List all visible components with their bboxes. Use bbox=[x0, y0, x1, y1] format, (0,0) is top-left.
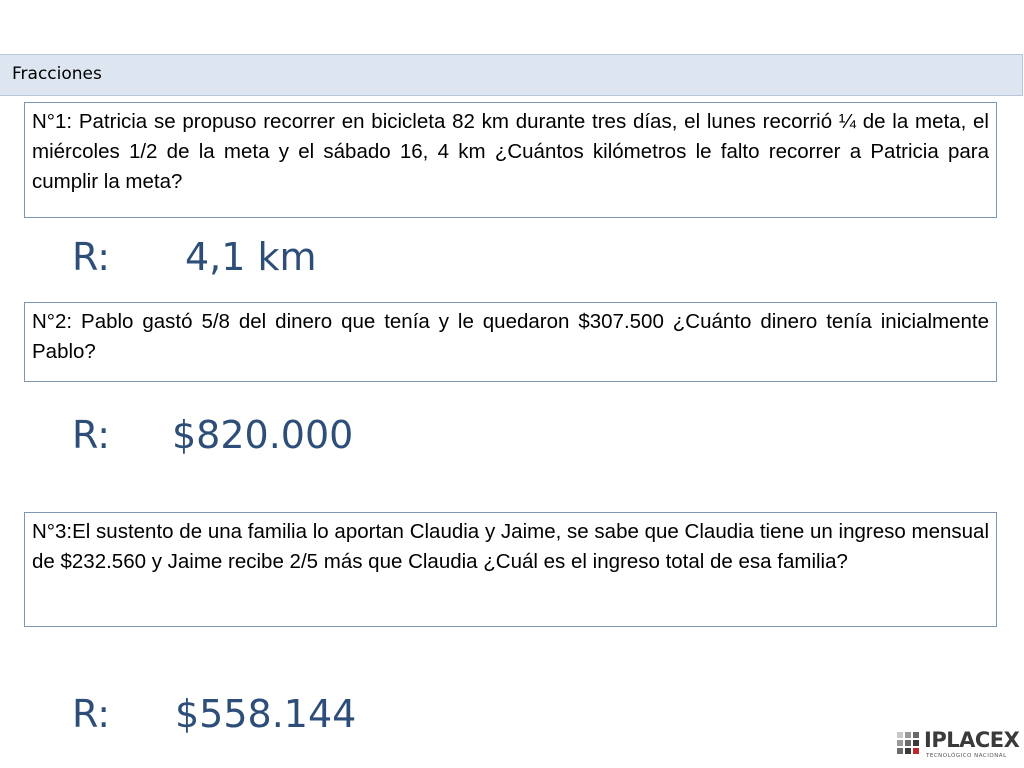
answer-1 bbox=[72, 235, 317, 279]
answer-2 bbox=[72, 413, 354, 457]
iplacex-logo bbox=[897, 728, 1019, 764]
page-title: Fracciones bbox=[12, 64, 102, 84]
answer-3 bbox=[72, 692, 357, 736]
answer-2-value: $820.000 bbox=[172, 413, 354, 457]
problem-box-3 bbox=[24, 512, 997, 627]
answer-1-value: 4,1 km bbox=[185, 235, 317, 279]
problem-text-3: N°3:El sustento de una familia lo aportan Claudia y Jaime, se sabe que Claudia tiene un ingreso mensual de $232.560 y Jaime recibe 2/5 más que Claudia ¿Cuál es el ingreso total de esa familia? bbox=[32, 520, 989, 573]
answer-2-prefix: R: bbox=[72, 413, 111, 457]
answer-3-prefix: R: bbox=[72, 692, 111, 736]
logo-name: IPLACEX bbox=[924, 728, 1020, 752]
problem-text-2: N°2: Pablo gastó 5/8 del dinero que tenía y le quedaron $307.500 ¿Cuánto dinero tenía inicialmente Pablo? bbox=[32, 310, 989, 363]
logo-tagline: TECNOLÓGICO NACIONAL bbox=[926, 753, 1007, 759]
problem-box-2 bbox=[24, 302, 997, 382]
header-bar bbox=[0, 54, 1023, 96]
answer-3-value: $558.144 bbox=[175, 692, 357, 736]
problem-text-1: N°1: Patricia se propuso recorrer en bicicleta 82 km durante tres días, el lunes recorrió ¼ de la meta, el miércoles 1/2 de la meta y el sábado 16, 4 km ¿Cuántos kilómetros le falto recorrer a Patricia para cumplir la meta? bbox=[32, 110, 989, 193]
logo-mark-icon bbox=[897, 732, 919, 754]
answer-1-prefix: R: bbox=[72, 235, 111, 279]
problem-box-1 bbox=[24, 102, 997, 218]
